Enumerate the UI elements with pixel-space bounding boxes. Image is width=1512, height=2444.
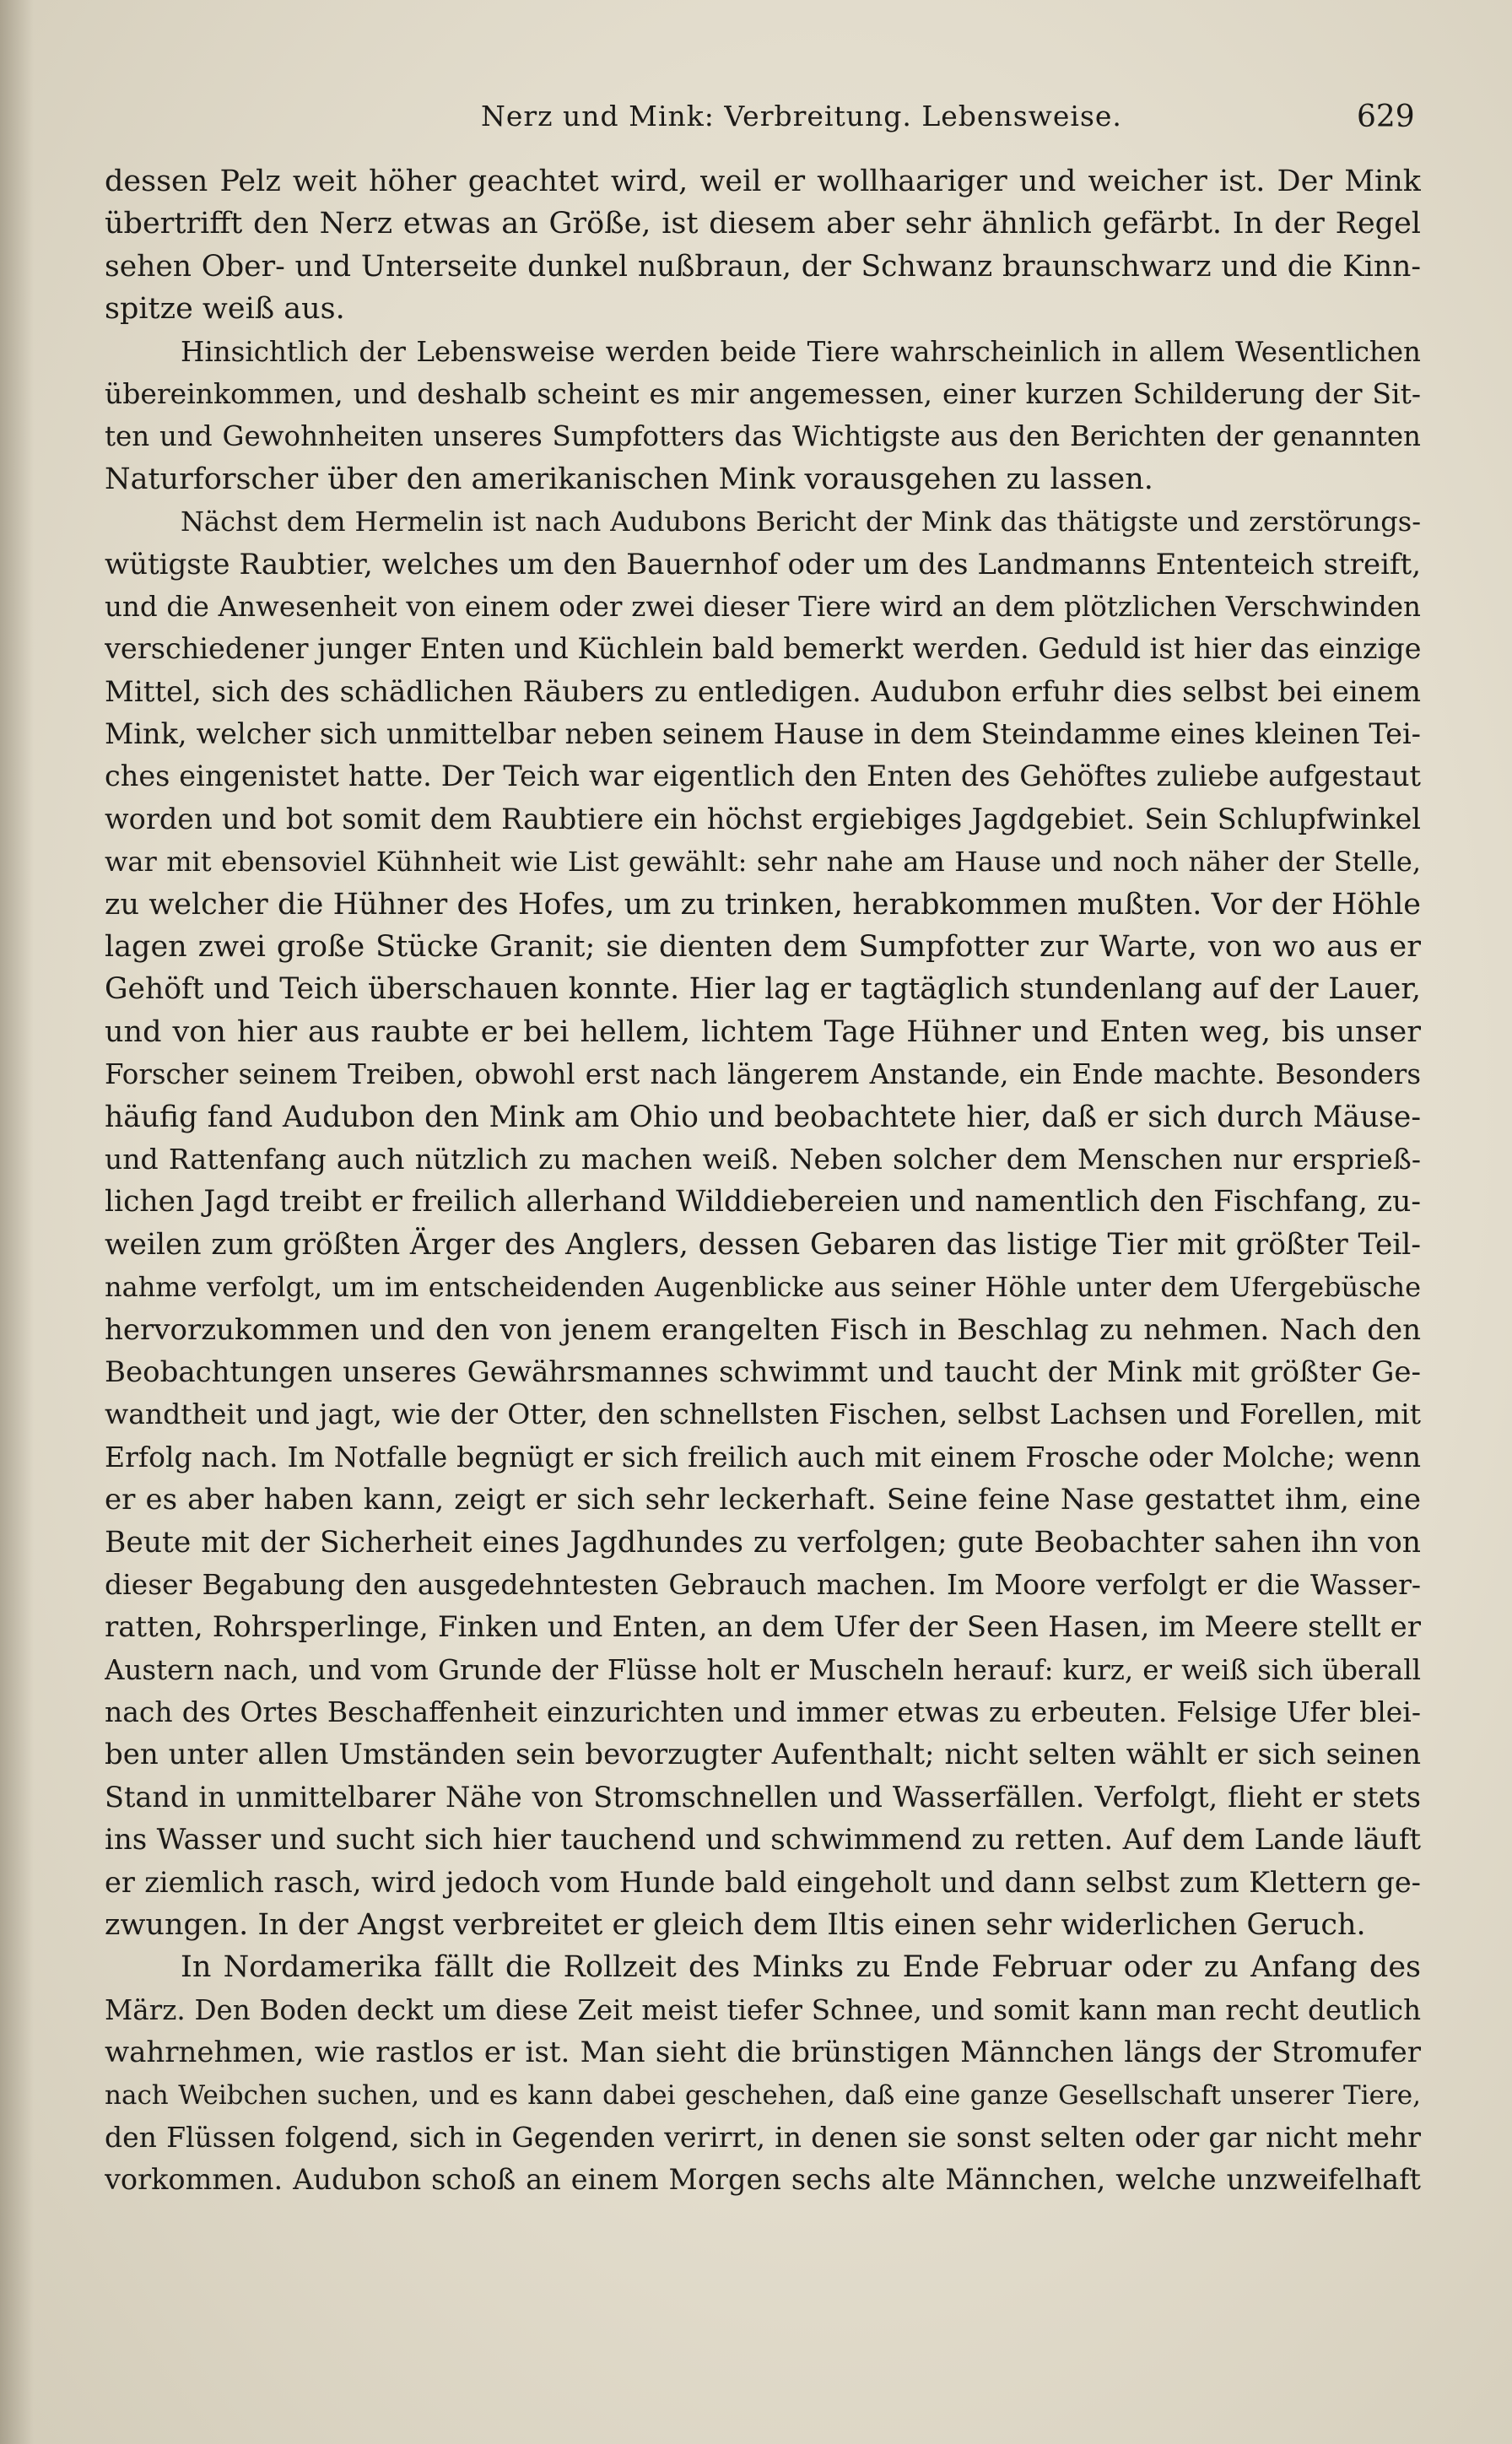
text-line: Beobachtungen unseres Gewährsmannes schwimmt und taucht der Mink mit größter Ge- — [105, 1354, 1421, 1389]
text-line: ten und Gewohnheiten unseres Sumpfotters das Wichtigste aus den Berichten der genannten — [105, 420, 1421, 453]
page-header — [0, 100, 1512, 150]
text-line: er es aber haben kann, zeigt er sich sehr leckerhaft. Seine feine Nase gestattet ihm, eine — [105, 1483, 1421, 1517]
text-line: ben unter allen Umständen sein bevorzugter Aufenthalt; nicht selten wählt er sich seinen — [105, 1738, 1421, 1772]
text-line: ratten, Rohrsperlinge, Finken und Enten, an dem Ufer der Seen Hasen, im Meere stellt er — [105, 1610, 1421, 1645]
text-line: dieser Begabung den ausgedehntesten Gebrauch machen. Im Moore verfolgt er die Wasser- — [105, 1567, 1421, 1601]
text-line: und Rattenfang auch nützlich zu machen weiß. Neben solcher dem Menschen nur ersprieß- — [105, 1142, 1421, 1176]
text-line: wahrnehmen, wie rastlos er ist. Man sieht die brünstigen Männchen längs der Stromufer — [105, 2036, 1421, 2070]
running-head: Nerz und Mink: Verbreitung. Lebensweise. — [481, 100, 1122, 132]
text-line: nahme verfolgt, um im entscheidenden Augenblicke aus seiner Höhle unter dem Ufergebüsche — [105, 1271, 1421, 1304]
text-line: übereinkommen, und deshalb scheint es mir angemessen, einer kurzen Schilderung der Sit- — [105, 376, 1421, 410]
text-line: den Flüssen folgend, sich in Gegenden verirrt, in denen sie sonst selten oder gar nicht mehr — [105, 2120, 1421, 2154]
text-line: Hinsichtlich der Lebensweise werden beide Tiere wahrscheinlich in allem Wesentlichen — [181, 335, 1421, 368]
text-line: war mit ebensoviel Kühnheit wie List gewählt: sehr nahe am Hause und noch näher der Stelle, — [105, 846, 1421, 879]
text-line: Forscher seinem Treiben, obwohl erst nach längerem Anstande, ein Ende machte. Besonders — [105, 1058, 1421, 1091]
text-line: Mittel, sich des schädlichen Räubers zu entledigen. Audubon erfuhr dies selbst bei einem — [105, 674, 1421, 709]
text-line: Erfolg nach. Im Notfalle begnügt er sich freilich auch mit einem Frosche oder Molche; wenn — [105, 1440, 1421, 1473]
text-line: worden und bot somit dem Raubtiere ein höchst ergiebiges Jagdgebiet. Sein Schlupfwinkel — [105, 802, 1421, 835]
gutter-shadow — [0, 0, 34, 2444]
text-line: und die Anwesenheit von einem oder zwei dieser Tiere wird an dem plötzlichen Verschwinden — [105, 590, 1421, 623]
text-line: häufig fand Audubon den Mink am Ohio und beobachtete hier, daß er sich durch Mäuse- — [105, 1100, 1421, 1134]
text-line: übertrifft den Nerz etwas an Größe, ist diesem aber sehr ähnlich gefärbt. In der Regel — [105, 207, 1421, 241]
text-line: Nächst dem Hermelin ist nach Audubons Bericht der Mink das thätigste und zerstörungs- — [181, 506, 1421, 538]
text-line: hervorzukommen und den von jenem erangelten Fisch in Beschlag zu nehmen. Nach den — [105, 1312, 1421, 1347]
page-number: 629 — [1357, 100, 1415, 134]
text-line: Gehöft und Teich überschauen konnte. Hier lag er tagtäglich stundenlang auf der Lauer, — [105, 972, 1421, 1007]
body-text — [105, 160, 1421, 2202]
text-line: lagen zwei große Stücke Granit; sie dienten dem Sumpfotter zur Warte, von wo aus er — [105, 930, 1421, 965]
text-line: und von hier aus raubte er bei hellem, lichtem Tage Hühner und Enten weg, bis unser — [105, 1014, 1421, 1049]
text-line: zu welcher die Hühner des Hofes, um zu trinken, herabkommen mußten. Vor der Höhle — [105, 887, 1421, 922]
text-line: Austern nach, und vom Grunde der Flüsse holt er Muscheln herauf: kurz, er weiß sich überall — [105, 1653, 1421, 1686]
text-line: Beute mit der Sicherheit eines Jagdhundes zu verfolgen; gute Beobachter sahen ihn von — [105, 1525, 1421, 1560]
text-line: wütigste Raubtier, welches um den Bauernhof oder um des Landmanns Ententeich streift, — [105, 547, 1421, 581]
text-line: spitze weiß aus. — [105, 292, 345, 327]
text-line: weilen zum größten Ärger des Anglers, dessen Gebaren das listige Tier mit größter Teil- — [105, 1227, 1421, 1262]
text-line: verschiedener junger Enten und Küchlein bald bemerkt werden. Geduld ist hier das einzige — [105, 632, 1421, 666]
text-line: wandtheit und jagt, wie der Otter, den schnellsten Fischen, selbst Lachsen und Forellen, mit — [105, 1398, 1421, 1431]
text-line: vorkommen. Audubon schoß an einem Morgen sechs alte Männchen, welche unzweifelhaft — [105, 2163, 1421, 2197]
text-line: Mink, welcher sich unmittelbar neben seinem Hause in dem Steindamme eines kleinen Tei- — [105, 717, 1421, 751]
text-line: In Nordamerika fällt die Rollzeit des Minks zu Ende Februar oder zu Anfang des — [181, 1950, 1421, 1985]
text-line: Stand in unmittelbarer Nähe von Stromschnellen und Wasserfällen. Verfolgt, flieht er stets — [105, 1780, 1421, 1814]
text-line: nach Weibchen suchen, und es kann dabei geschehen, daß eine ganze Gesellschaft unserer Tiere, — [105, 2079, 1421, 2111]
text-line: zwungen. In der Angst verbreitet er gleich dem Iltis einen sehr widerlichen Geruch. — [105, 1908, 1366, 1943]
text-line: sehen Ober- und Unterseite dunkel nußbraun, der Schwanz braunschwarz und die Kinn- — [105, 249, 1421, 284]
text-line: lichen Jagd treibt er freilich allerhand Wilddiebereien und namentlich den Fischfang, zu- — [105, 1185, 1421, 1219]
text-line: er ziemlich rasch, wird jedoch vom Hunde bald eingeholt und dann selbst zum Klettern ge- — [105, 1865, 1421, 1899]
text-line: ches eingenistet hatte. Der Teich war eigentlich den Enten des Gehöftes zuliebe aufgestaut — [105, 760, 1421, 793]
text-line: ins Wasser und sucht sich hier tauchend und schwimmend zu retten. Auf dem Lande läuft — [105, 1823, 1421, 1857]
text-line: März. Den Boden deckt um diese Zeit meist tiefer Schnee, und somit kann man recht deutlich — [105, 1993, 1421, 2026]
text-line: Naturforscher über den amerikanischen Mink vorausgehen zu lassen. — [105, 462, 1153, 496]
text-line: dessen Pelz weit höher geachtet wird, weil er wollhaariger und weicher ist. Der Mink — [105, 165, 1421, 198]
text-line: nach des Ortes Beschaffenheit einzurichten und immer etwas zu erbeuten. Felsige Ufer blei- — [105, 1695, 1421, 1729]
